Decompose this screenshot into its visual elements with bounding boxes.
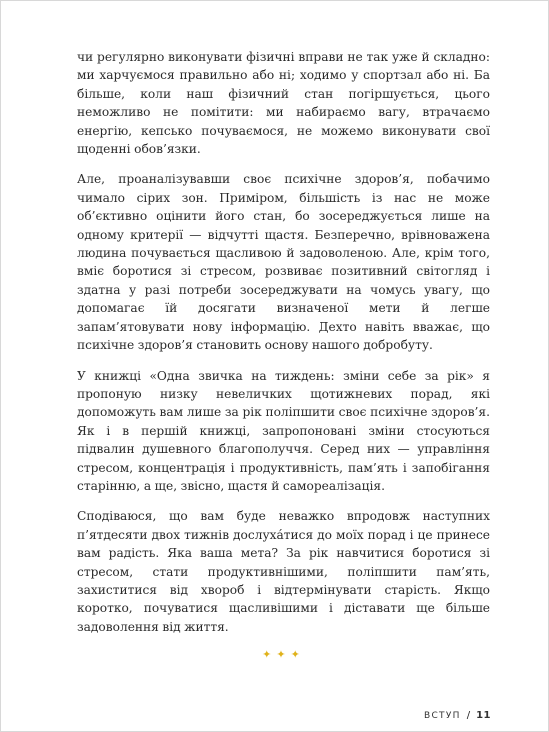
ornament-separator: ✦✦✦ <box>262 648 305 662</box>
page-number: 11 <box>476 710 491 721</box>
paragraph-4: Сподіваюся, що вам буде неважко впродовж наступних п’ятдесяти двох тижнів дослухáтися до моїх порад і це принесе вам радість. Яка ваша мета? За рік навчитися боротися зі стресом, стати продуктивнішими, поліпшити пам’ять, захиститися від хвороб і відтермінувати старість. Якщо коротко, почуватися щасливішими і діставати ще більше задоволення від життя. <box>77 509 490 634</box>
paragraph-3: У книжці «Одна звичка на тиждень: зміни себе за рік» я пропоную низку невеличких щотижневих порад, які допоможуть вам лише за рік поліпшити своє психічне здоров’я. Як і в першій книжці, запропоновані зміни стосуються підвалин душевного благополуччя. Серед них — управління стресом, концентрація і продуктивність, пам’ять і запобігання старінню, а ще, звісно, щастя й самореалізація. <box>77 368 490 493</box>
paragraph-2: Але, проаналізувавши своє психічне здоров’я, побачимо чимало сірих зон. Приміром, більшість із нас не може об’єктивно оцінити його стан, бо зосереджується лише на одному критерії — відчутті щастя. Безперечно, врівноважена людина почувається щасливою й задоволеною. Але, крім того, вміє боротися зі стресом, розвиває позитивний світогляд і здатна у разі потреби зосереджувати на чомусь увагу, що допомагає їй досягати визначеної мети й легше запам’ятовувати нову інформацію. Дехто навіть вважає, що психічне здоров’я становить основу нашого добробуту. <box>77 172 490 353</box>
paragraph-1: чи регулярно виконувати фізичні вправи не так уже й складно: ми харчуємося правильно або ні; ходимо у спортзал або ні. Ба більше, коли наш фізичний стан погіршується, цього неможливо не помітити: ми набираємо вагу, втрачаємо енергію, кепсько почуваємося, не можемо виконувати свої щоденні обов’язки. <box>77 50 490 157</box>
text-column <box>77 48 490 661</box>
footer-divider: / <box>466 710 471 721</box>
section-label: ВСТУП <box>423 710 461 721</box>
page-footer <box>424 710 491 721</box>
